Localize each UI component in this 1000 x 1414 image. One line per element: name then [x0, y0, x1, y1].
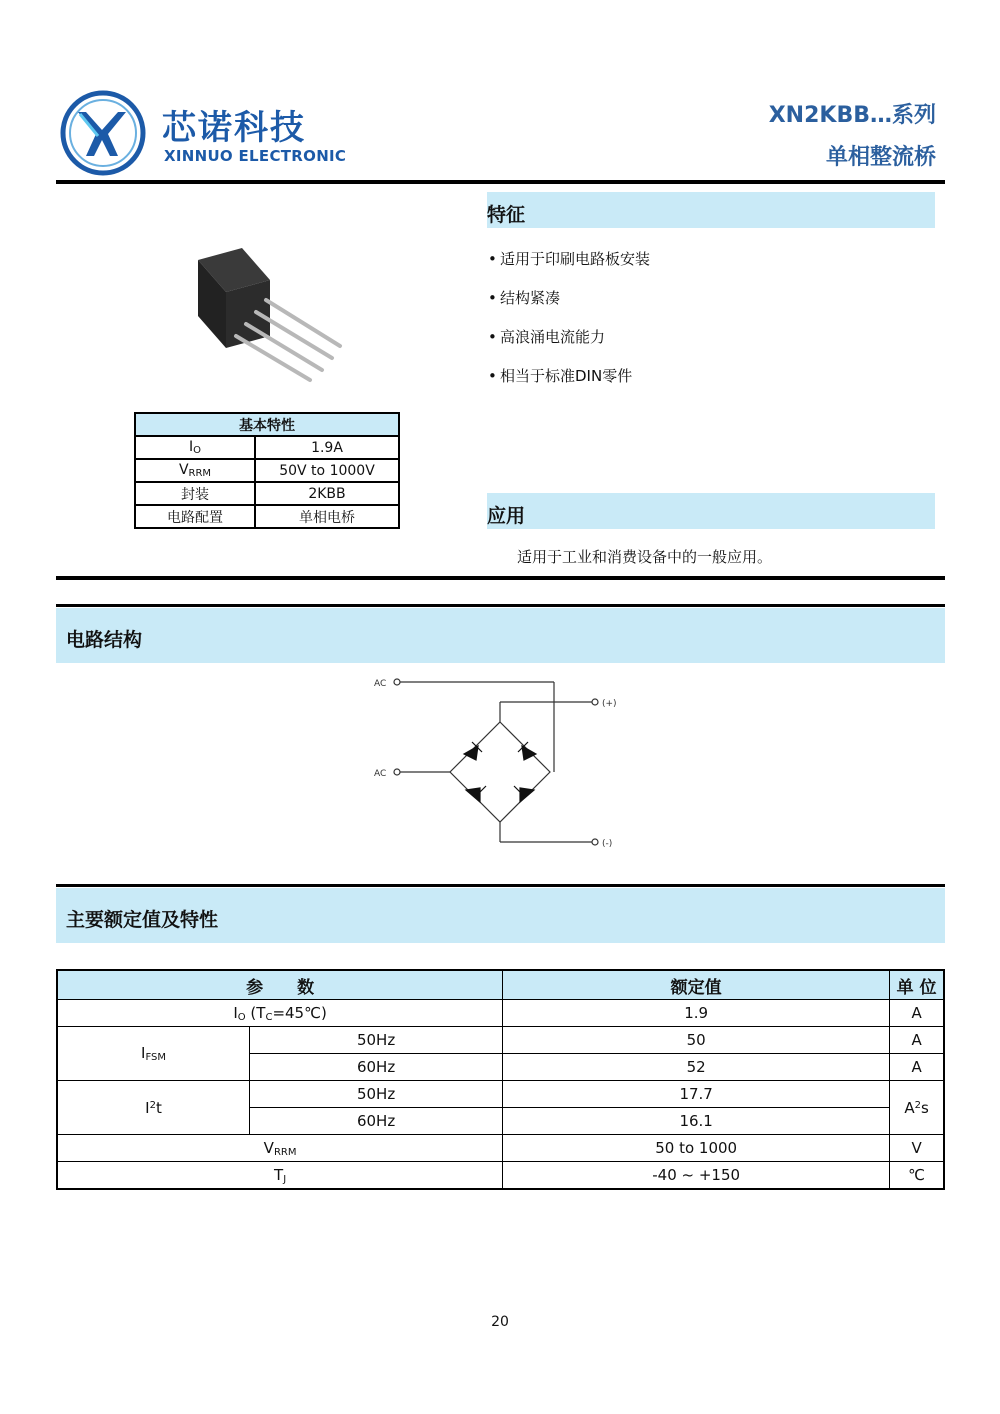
value-cell: 2KBB [255, 482, 399, 505]
header-divider [56, 180, 945, 184]
feature-item: • 高浪涌电流能力 [488, 328, 606, 346]
basic-table-title: 基本特性 [135, 413, 399, 436]
section-divider [56, 884, 945, 887]
param-cell: $I_O$ [135, 436, 255, 459]
product-image [190, 240, 350, 390]
value-cell: 17.7 [503, 1081, 890, 1108]
table-row [57, 1027, 944, 1054]
feature-item: • 结构紧凑 [488, 289, 561, 307]
features-heading: 特征 [487, 192, 935, 228]
table-row [135, 482, 399, 505]
value-cell: 16.1 [503, 1108, 890, 1135]
unit-cell: ℃ [890, 1162, 944, 1190]
freq-cell: 50Hz [250, 1081, 503, 1108]
col-header-parameter: 参 数 [57, 970, 503, 1000]
company-logo-icon [60, 90, 146, 176]
table-row [135, 436, 399, 459]
positive-label: (+) [602, 699, 617, 709]
param-cell: $I_{FSM}$ [57, 1027, 250, 1081]
value-cell: 1.9 [503, 1000, 890, 1027]
col-header-rating: 额定值 [503, 970, 890, 1000]
value-cell: 50 [503, 1027, 890, 1054]
param-cell: $I_O$ $(T_C=45℃)$ [57, 1000, 503, 1027]
feature-item: • 相当于标准DIN零件 [488, 367, 633, 385]
param-cell: $V_{RRM}$ [135, 459, 255, 482]
brand-name-cn: 芯诺科技 [162, 108, 306, 148]
application-text: 适用于工业和消费设备中的一般应用。 [517, 548, 773, 566]
unit-cell: A [890, 1054, 944, 1081]
ac-label: AC [374, 769, 387, 779]
freq-cell: 50Hz [250, 1027, 503, 1054]
param-cell: 电路配置 [135, 505, 255, 528]
value-cell: 52 [503, 1054, 890, 1081]
table-row [57, 1000, 944, 1027]
param-cell: $I^2t$ [57, 1081, 250, 1135]
unit-cell: A [890, 1027, 944, 1054]
param-cell: $V_{RRM}$ [57, 1135, 503, 1162]
table-row [57, 1162, 944, 1190]
table-row [135, 505, 399, 528]
value-cell: 50V to 1000V [255, 459, 399, 482]
spec-heading: 主要额定值及特性 [56, 888, 945, 943]
table-row [57, 1135, 944, 1162]
series-title: XN2KBB…系列 [768, 103, 936, 128]
application-heading: 应用 [487, 493, 935, 529]
table-row [57, 1081, 944, 1108]
unit-cell: $A^2s$ [890, 1081, 944, 1135]
product-subtitle: 单相整流桥 [825, 145, 936, 170]
value-cell: -40 ~ +150 [503, 1162, 890, 1190]
ratings-table [56, 969, 945, 1190]
table-header-row [57, 970, 944, 1000]
page-number: 20 [491, 1314, 509, 1330]
section-divider [56, 576, 945, 580]
freq-cell: 60Hz [250, 1108, 503, 1135]
unit-cell: A [890, 1000, 944, 1027]
ac-label: AC [374, 679, 387, 689]
param-cell: $T_J$ [57, 1162, 503, 1190]
circuit-heading: 电路结构 [56, 608, 945, 663]
feature-item: • 适用于印刷电路板安装 [488, 250, 651, 268]
unit-cell: V [890, 1135, 944, 1162]
value-cell: 单相电桥 [255, 505, 399, 528]
param-cell: 封装 [135, 482, 255, 505]
bridge-circuit-diagram [360, 672, 630, 852]
col-header-unit: 单 位 [890, 970, 944, 1000]
negative-label: (-) [602, 839, 613, 849]
basic-characteristics-table [134, 412, 400, 529]
freq-cell: 60Hz [250, 1054, 503, 1081]
value-cell: 1.9A [255, 436, 399, 459]
brand-name-en: XINNUO ELECTRONIC [164, 147, 347, 165]
section-divider [56, 604, 945, 607]
value-cell: 50 to 1000 [503, 1135, 890, 1162]
table-row [135, 459, 399, 482]
